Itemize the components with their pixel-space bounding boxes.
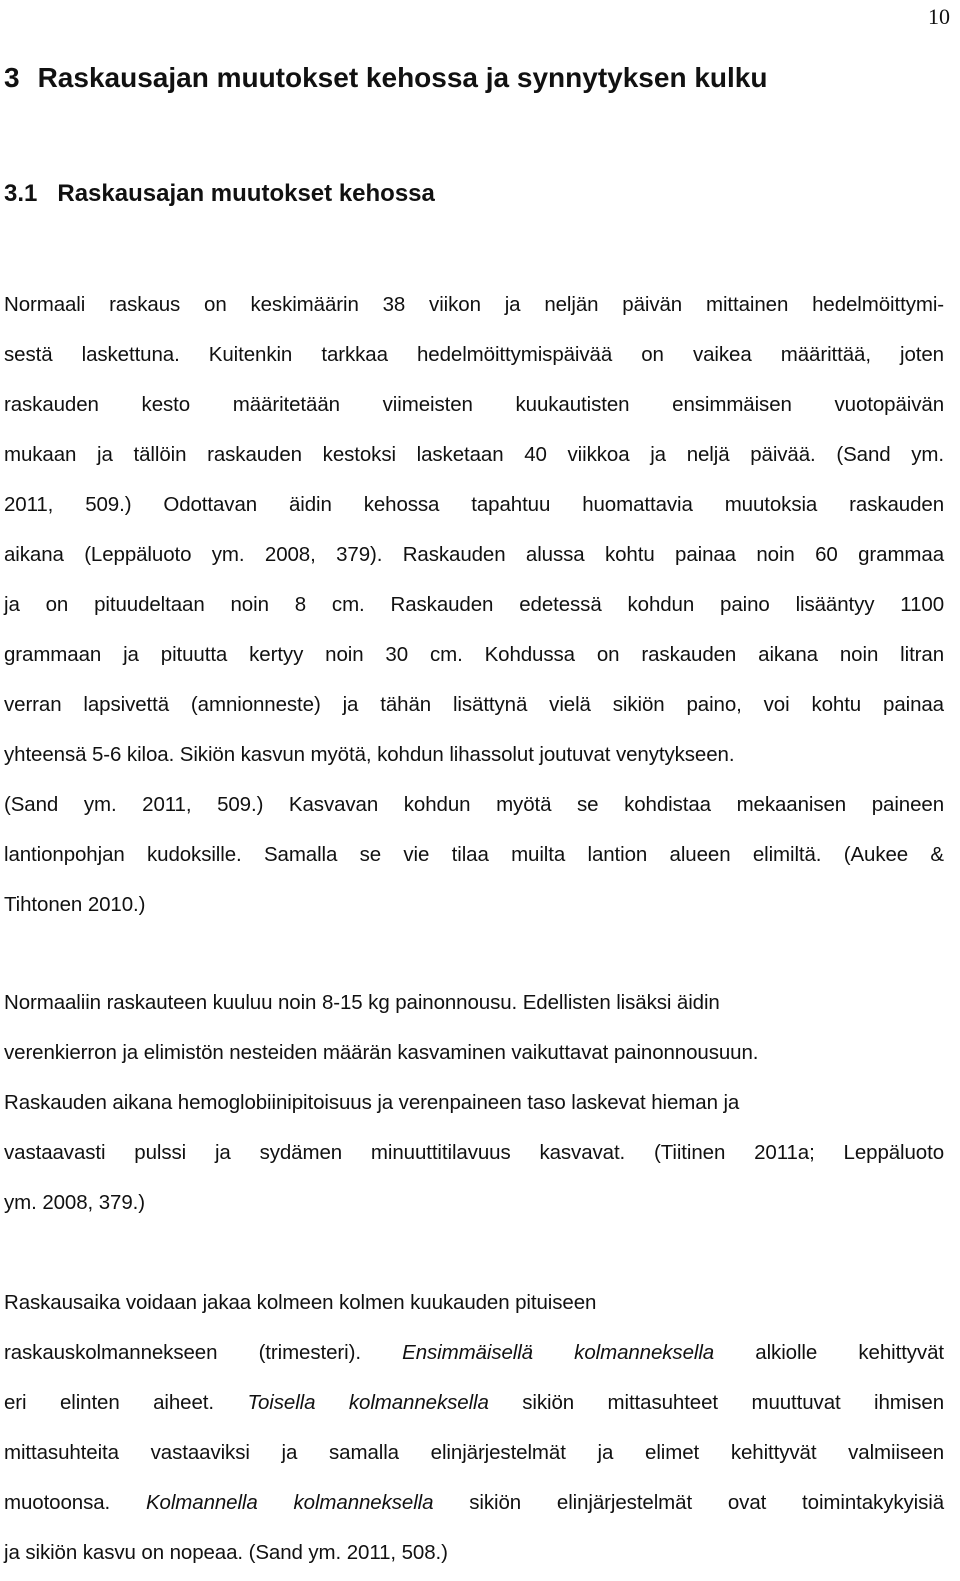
paragraph-line: ja sikiön kasvu on nopeaa. (Sand ym. 2011, 508.) [4,1541,448,1564]
paragraph-line [4,1328,944,1378]
emphasis-third-trimester: Kolmannella kolmanneksella [145,1491,434,1514]
paragraph-line: (Sand ym. 2011, 509.) Kasvavan kohdun myötä se kohdistaa mekaanisen paineen [4,793,944,816]
paragraph-line: mukaan ja tällöin raskauden kestoksi lasketaan 40 viikkoa ja neljä päivää. (Sand ym. [4,443,944,466]
paragraph-1 [4,280,944,930]
paragraph-line: Tihtonen 2010.) [4,893,146,916]
paragraph-line: Raskausaika voidaan jakaa kolmeen kolmen kuukauden pituiseen [4,1291,597,1314]
paragraph-line: 2011, 509.) Odottavan äidin kehossa tapahtuu huomattavia muutoksia raskauden [4,493,944,516]
chapter-number: 3 [4,62,20,93]
paragraph-line: yhteensä 5-6 kiloa. Sikiön kasvun myötä, kohdun lihassolut joutuvat venytykseen. [4,743,735,766]
emphasis-first-trimester: Ensimmäisellä kolmanneksella [402,1341,715,1364]
text-run: muotoonsa. [4,1491,146,1514]
text-run: alkiolle kehittyvät [714,1341,944,1364]
text-run: sikiön elinjärjestelmät ovat toimintakykyisiä [433,1491,945,1514]
paragraph-line: Normaali raskaus on keskimäärin 38 viikon ja neljän päivän mittainen hedelmöittymi- [4,293,944,316]
paragraph-line: raskauden kesto määritetään viimeisten kuukautisten ensimmäisen vuotopäivän [4,393,944,416]
emphasis-second-trimester: Toisella kolmanneksella [247,1391,489,1414]
paragraph-line [4,1378,944,1428]
paragraph-line: Raskauden aikana hemoglobiinipitoisuus ja verenpaineen taso laskevat hieman ja [4,1091,740,1114]
section-title: Raskausajan muutokset kehossa [57,180,435,207]
text-run: raskauskolmannekseen (trimesteri). [4,1341,403,1364]
paragraph-line: sestä laskettuna. Kuitenkin tarkkaa hedelmöittymispäivää on vaikea määrittää, joten [4,343,944,366]
paragraph-line [4,1478,944,1528]
paragraph-line: ym. 2008, 379.) [4,1191,145,1214]
paragraph-line: grammaan ja pituutta kertyy noin 30 cm. Kohdussa on raskauden aikana noin litran [4,643,944,666]
paragraph-line: aikana (Leppäluoto ym. 2008, 379). Raskauden alussa kohtu painaa noin 60 grammaa [4,543,944,566]
paragraph-line: verran lapsivettä (amnionneste) ja tähän lisättynä vielä sikiön paino, voi kohtu painaa [4,693,944,716]
paragraph-line: lantionpohjan kudoksille. Samalla se vie tilaa muilta lantion alueen elimiltä. (Aukee & [4,843,944,866]
paragraph-line: ja on pituudeltaan noin 8 cm. Raskauden edetessä kohdun paino lisääntyy 1100 [4,593,944,616]
page-number: 10 [928,4,950,29]
paragraph-line: verenkierron ja elimistön nesteiden määrän kasvaminen vaikuttavat painonnousuun. [4,1041,759,1064]
paragraph-3 [4,1278,944,1578]
section-number: 3.1 [4,180,38,207]
chapter-heading [4,62,767,94]
section-heading [4,180,435,208]
paragraph-line: Normaaliin raskauteen kuuluu noin 8-15 kg painonnousu. Edellisten lisäksi äidin [4,991,720,1014]
chapter-title: Raskausajan muutokset kehossa ja synnytyksen kulku [37,62,768,93]
text-run: eri elinten aiheet. [4,1391,248,1414]
paragraph-2 [4,978,944,1228]
text-run: sikiön mittasuhteet muuttuvat ihmisen [488,1391,944,1414]
paragraph-line: vastaavasti pulssi ja sydämen minuuttitilavuus kasvavat. (Tiitinen 2011a; Leppäluoto [4,1141,944,1164]
paragraph-line: mittasuhteita vastaaviksi ja samalla elinjärjestelmät ja elimet kehittyvät valmiiseen [4,1441,944,1464]
